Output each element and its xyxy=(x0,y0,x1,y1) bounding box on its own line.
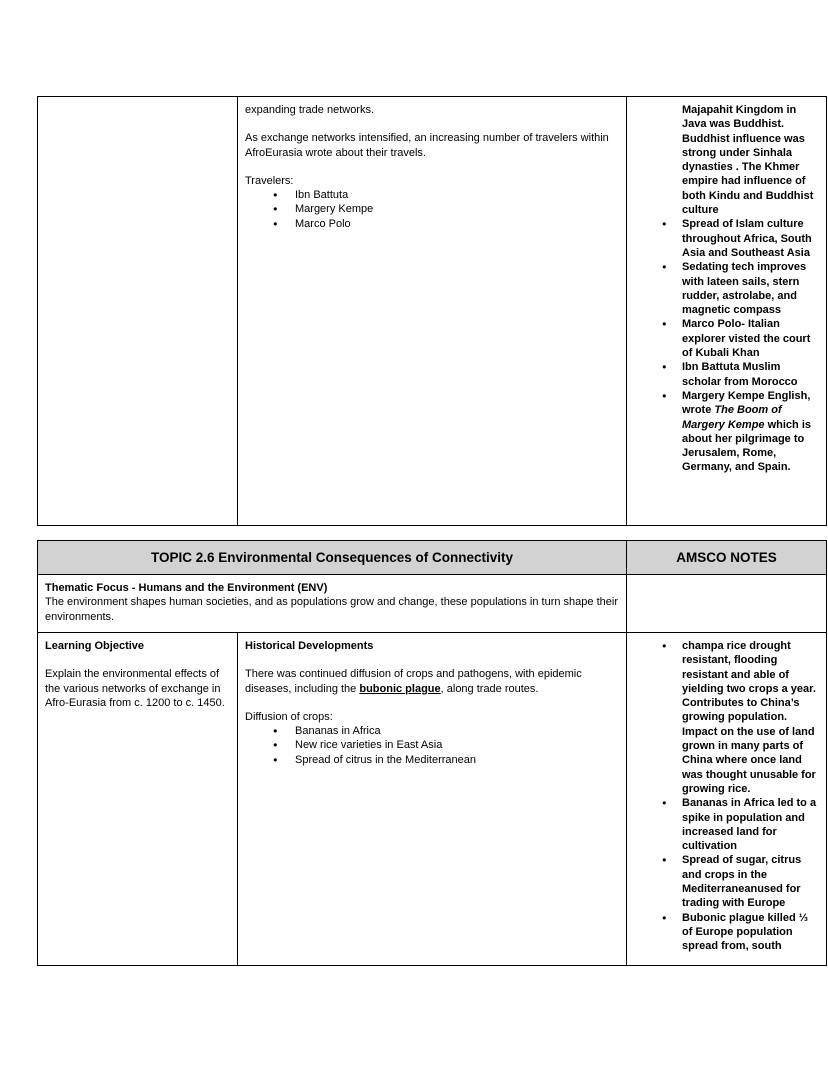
list-item: ● Bananas in Africa xyxy=(245,724,619,738)
learning-objective-heading: Learning Objective xyxy=(45,640,145,652)
thematic-focus-row xyxy=(38,575,826,633)
list-item: ● Bubonic plague killed ⅓ of Europe population spread from, south xyxy=(634,911,819,954)
learning-objective-cell xyxy=(38,633,238,965)
table1-amsco-notes-cell xyxy=(627,97,826,525)
list-item: ● Spread of citrus in the Mediterranean xyxy=(245,753,619,767)
list-item: ● Bananas in Africa led to a spike in population and increased land for cultivation xyxy=(634,796,819,853)
travelers-list xyxy=(245,188,619,231)
table1-left-empty-cell xyxy=(38,97,238,525)
list-item: ● Sedating tech improves with lateen sails, stern rudder, astrolabe, and magnetic compass xyxy=(634,260,819,317)
exchange-paragraph: As exchange networks intensified, an increasing number of travelers within AfroEurasia wrote about their travels. xyxy=(245,132,609,159)
thematic-focus-cell xyxy=(38,575,627,632)
bullet-icon xyxy=(662,853,682,910)
bullet-icon xyxy=(662,260,682,317)
bubonic-plague-emphasis: bubonic plague xyxy=(359,682,441,695)
amsco-notes-list xyxy=(634,217,819,474)
list-item: ● Ibn Battuta xyxy=(245,188,619,202)
list-item: ● Spread of sugar, citrus and crops in the Mediterraneanused for trading with Europe xyxy=(634,853,819,910)
bullet-icon xyxy=(662,389,682,475)
list-item: ● champa rice drought resistant, flooding resistant and able of yielding two crops a year. Contributes to China’s growing population. Impact on the use of land grown in many parts of China where once land was thought unusable for growing rice. xyxy=(634,639,819,796)
thematic-amsco-empty-cell xyxy=(627,575,826,632)
spacer xyxy=(245,653,619,667)
list-item: ● Marco Polo xyxy=(245,217,619,231)
amsco-notes-list xyxy=(634,639,819,954)
crops-list xyxy=(245,724,619,767)
bullet-icon xyxy=(662,639,682,796)
learning-objective-body: Explain the environmental effects of the various networks of exchange in Afro-Eurasia from c. 1200 to c. 1450. xyxy=(45,668,225,709)
list-item: ● Margery Kempe xyxy=(245,202,619,216)
thematic-focus-heading: Thematic Focus - Humans and the Environment (ENV) xyxy=(45,582,328,594)
topic-header-row xyxy=(38,541,826,575)
topic-title: TOPIC 2.6 Environmental Consequences of Connectivity xyxy=(38,541,627,574)
historical-developments-cell xyxy=(238,633,627,965)
spacer xyxy=(245,696,619,710)
bullet-icon xyxy=(662,911,682,954)
bullet-icon xyxy=(662,217,682,260)
travelers-list-title: Travelers: xyxy=(245,174,294,187)
bullet-icon xyxy=(662,317,682,360)
list-item: ● Marco Polo- Italian explorer visted the court of Kubali Khan xyxy=(634,317,819,360)
bullet-icon xyxy=(273,202,295,216)
bullet-icon xyxy=(662,360,682,389)
bullet-icon xyxy=(273,724,295,738)
topic-amsco-notes-cell xyxy=(627,633,826,965)
spacer xyxy=(45,653,230,667)
historical-developments-heading: Historical Developments xyxy=(245,640,374,652)
bullet-icon xyxy=(662,796,682,853)
list-item: ● Spread of Islam culture throughout Africa, South Asia and Southeast Asia xyxy=(634,217,819,260)
list-item-margery-kempe: ● Margery Kempe English, wrote The Boom of Margery Kempe which is about her pilgrimage to Jerusalem, Rome, Germany, and Spain. xyxy=(634,389,819,475)
list-item: ● Ibn Battuta Muslim scholar from Morocco xyxy=(634,360,819,389)
amsco-notes-header: AMSCO NOTES xyxy=(676,549,777,565)
list-item: ● New rice varieties in East Asia xyxy=(245,738,619,752)
crops-list-title: Diffusion of crops: xyxy=(245,710,333,723)
topic-2-6-table xyxy=(37,540,827,966)
spacer xyxy=(245,117,619,131)
spacer xyxy=(245,160,619,174)
thematic-focus-body: The environment shapes human societies, and as populations grow and change, these populations in turn shape their environments. xyxy=(45,596,618,623)
bullet-icon xyxy=(273,753,295,767)
book-title-italic: The Boom of Margery Kempe xyxy=(682,404,782,431)
bullet-icon xyxy=(273,217,295,231)
topic-body-row xyxy=(38,633,826,965)
pathogens-paragraph: There was continued diffusion of crops and pathogens, with epidemic diseases, including the bubonic plague, along trade routes. xyxy=(245,668,582,695)
bullet-icon xyxy=(273,188,295,202)
table1-developments-cell xyxy=(238,97,627,525)
continued-line: expanding trade networks. xyxy=(245,104,375,116)
notes-table-continued xyxy=(37,96,827,526)
bullet-icon xyxy=(273,738,295,752)
amsco-continuation-text: Majapahit Kingdom in Java was Buddhist. Buddhist influence was strong under Sinhala dynasties . The Khmer empire had influence of both Kindu and Buddhist culture xyxy=(682,104,814,217)
